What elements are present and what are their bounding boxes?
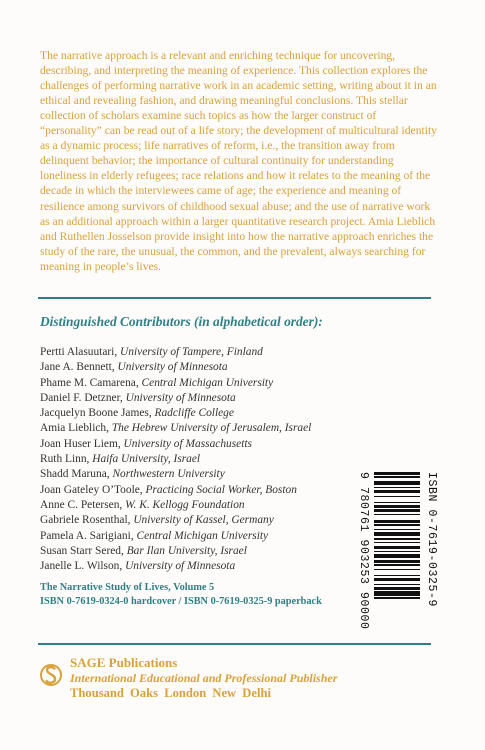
barcode-digits: 9 780761 903253 90000 xyxy=(357,472,370,630)
contributor-affiliation: W. K. Kellogg Foundation xyxy=(125,498,245,511)
list-item xyxy=(40,360,311,375)
publisher-cities: Thousand Oaks London New Delhi xyxy=(70,686,271,700)
contributor-name: Ruth Linn, xyxy=(40,453,93,466)
barcode-isbn-label: ISBN 0-7619-0325-9 xyxy=(425,472,438,608)
cover-blurb: The narrative approach is a relevant and enriching technique for uncovering, describing, and interpreting the meaning of experience. This collection explores the challenges of performing narrative work in an academic setting, writing about it in an ethical and revealing fashion, and drawing meaningful conclusions. This stellar collection of scholars examine such topics as how the larger construct of “personality” can be read out of a life story; the development of multicultural identity as a dynamic process; life narratives of reform, i.e., the transition away from delinquent behavior; the importance of cultural continuity for understanding loneliness in elderly refugees; race relations and how it relates to the meaning of the decade in which the interviewees came of age; the experience and meaning of resilience among survivors of childhood sexual abuse; and the use of narrative work as an additional approach within a larger quantitative research project. Amia Lieblich and Ruthellen Josselson provide insight into how the narrative approach enriches the study of the rare, the unusual, the common, and the prevalent, always searching for meaning in people’s lives. xyxy=(40,48,437,273)
contributor-affiliation: Central Michigan University xyxy=(136,529,269,542)
contributor-affiliation: Bar Ilan University, Israel xyxy=(126,544,247,557)
publisher-name: SAGE Publications xyxy=(70,655,178,670)
contributor-affiliation: University of Minnesota xyxy=(125,560,236,573)
list-item xyxy=(40,406,311,421)
list-item xyxy=(40,498,311,513)
contributor-name: Janelle L. Wilson, xyxy=(40,560,126,573)
contributor-name: Anne C. Petersen, xyxy=(40,498,126,511)
contributor-affiliation: The Hebrew University of Jerusalem, Israel xyxy=(111,422,312,435)
contributor-affiliation: University of Kassel, Germany xyxy=(133,514,274,527)
contributor-name: Pertti Alasuutari, xyxy=(40,346,121,358)
list-item xyxy=(40,513,311,528)
list-item xyxy=(40,483,311,498)
contributor-name: Jane A. Bennett, xyxy=(40,361,118,374)
contributor-name: Phame M. Camarena, xyxy=(40,376,142,389)
barcode-icon xyxy=(374,472,420,606)
series-title: The Narrative Study of Lives, Volume 5 xyxy=(40,582,215,593)
contributor-name: Jacquelyn Boone James, xyxy=(40,407,155,420)
divider-bottom xyxy=(38,643,431,645)
list-item xyxy=(40,544,311,559)
contributors-list xyxy=(40,345,311,574)
isbn-barcode-block xyxy=(352,472,438,630)
contributor-name: Daniel F. Detzner, xyxy=(40,391,126,404)
contributor-name: Joan Gateley O’Toole, xyxy=(40,483,146,496)
divider-top xyxy=(38,297,431,299)
contributor-affiliation: University of Minnesota xyxy=(117,361,228,374)
contributor-affiliation: Northwestern University xyxy=(112,468,225,481)
series-info xyxy=(40,581,322,609)
contributor-affiliation: Radcliffe College xyxy=(154,407,234,420)
list-item xyxy=(40,376,311,391)
contributor-affiliation: University of Minnesota xyxy=(125,391,236,404)
contributor-affiliation: Haifa University, Israel xyxy=(92,453,201,466)
contributor-name: Susan Starr Sered, xyxy=(40,544,127,557)
contributor-affiliation: University of Tampere, Finland xyxy=(120,346,263,358)
contributor-affiliation: University of Massachusetts xyxy=(123,437,252,450)
series-isbns: ISBN 0-7619-0324-0 hardcover / ISBN 0-7619-0325-9 paperback xyxy=(40,596,322,607)
contributor-affiliation: Practicing Social Worker, Boston xyxy=(145,483,297,496)
list-item xyxy=(40,421,311,436)
contributor-name: Shadd Maruna, xyxy=(40,468,113,481)
list-item xyxy=(40,345,311,360)
list-item xyxy=(40,452,311,467)
contributor-name: Joan Huser Liem, xyxy=(40,437,124,450)
contributor-name: Amia Lieblich, xyxy=(40,422,112,435)
list-item xyxy=(40,467,311,482)
list-item xyxy=(40,437,311,452)
list-item xyxy=(40,391,311,406)
publisher-tagline: International Educational and Professional Publisher xyxy=(70,671,338,685)
contributors-heading: Distinguished Contributors (in alphabetical order): xyxy=(40,314,323,329)
list-item xyxy=(40,559,311,574)
contributor-name: Gabriele Rosenthal, xyxy=(40,514,134,527)
contributor-name: Pamela A. Sarigiani, xyxy=(40,529,137,542)
list-item xyxy=(40,529,311,544)
sage-logo-icon xyxy=(40,655,62,695)
contributor-affiliation: Central Michigan University xyxy=(141,376,274,389)
